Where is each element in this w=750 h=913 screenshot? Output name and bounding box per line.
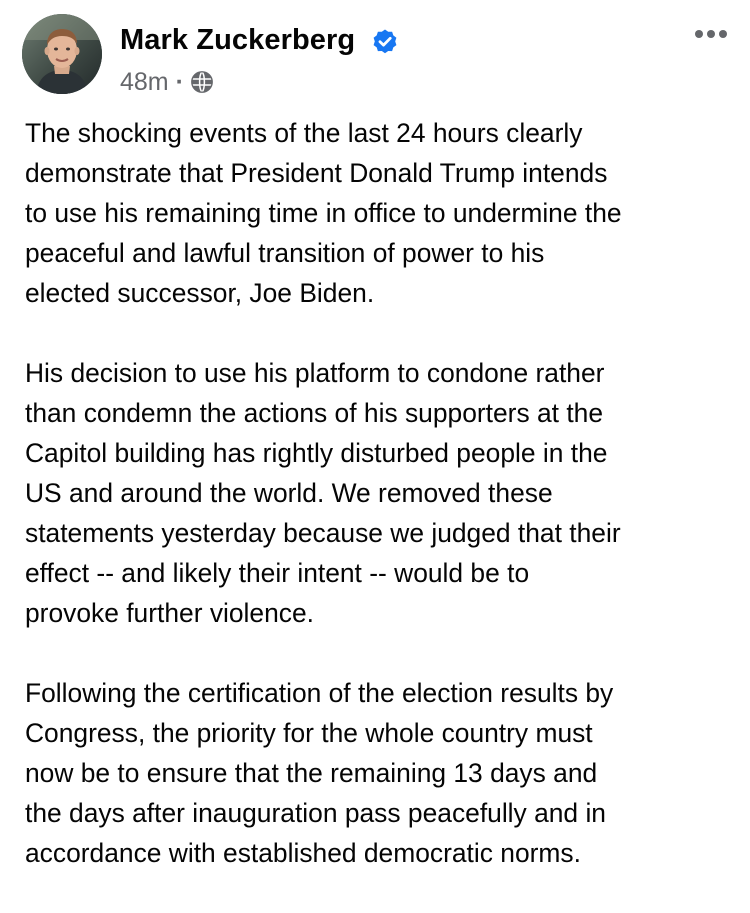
globe-icon[interactable] xyxy=(190,70,214,94)
meta-separator: · xyxy=(175,67,184,96)
post-body xyxy=(25,113,737,913)
post-meta xyxy=(120,66,214,98)
post-paragraph-2: His decision to use his platform to condone rather than condemn the actions of his supporters at the Capitol building has rightly disturbed people in the US and around the world. We removed these statements yesterday because we judged that their effect -- and likely their intent -- would be to provoke further violence. xyxy=(25,358,621,628)
author-name[interactable]: Mark Zuckerberg xyxy=(120,24,356,56)
post-paragraph-3: Following the certification of the election results by Congress, the priority for the whole country must now be to ensure that the remaining 13 days and the days after inauguration pass peacefully and in accordance with established democratic norms. xyxy=(25,678,614,868)
author-avatar[interactable] xyxy=(22,14,102,94)
verified-badge-icon xyxy=(371,28,399,56)
post-paragraph-1: The shocking events of the last 24 hours clearly demonstrate that President Donald Trump intends to use his remaining time in office to undermine the peaceful and lawful transition of power to his elected successor, Joe Biden. xyxy=(25,118,622,308)
post-timestamp[interactable]: 48m xyxy=(120,67,169,96)
more-options-icon[interactable] xyxy=(693,22,729,46)
avatar-photo-icon xyxy=(22,14,102,94)
post-header xyxy=(22,12,728,98)
